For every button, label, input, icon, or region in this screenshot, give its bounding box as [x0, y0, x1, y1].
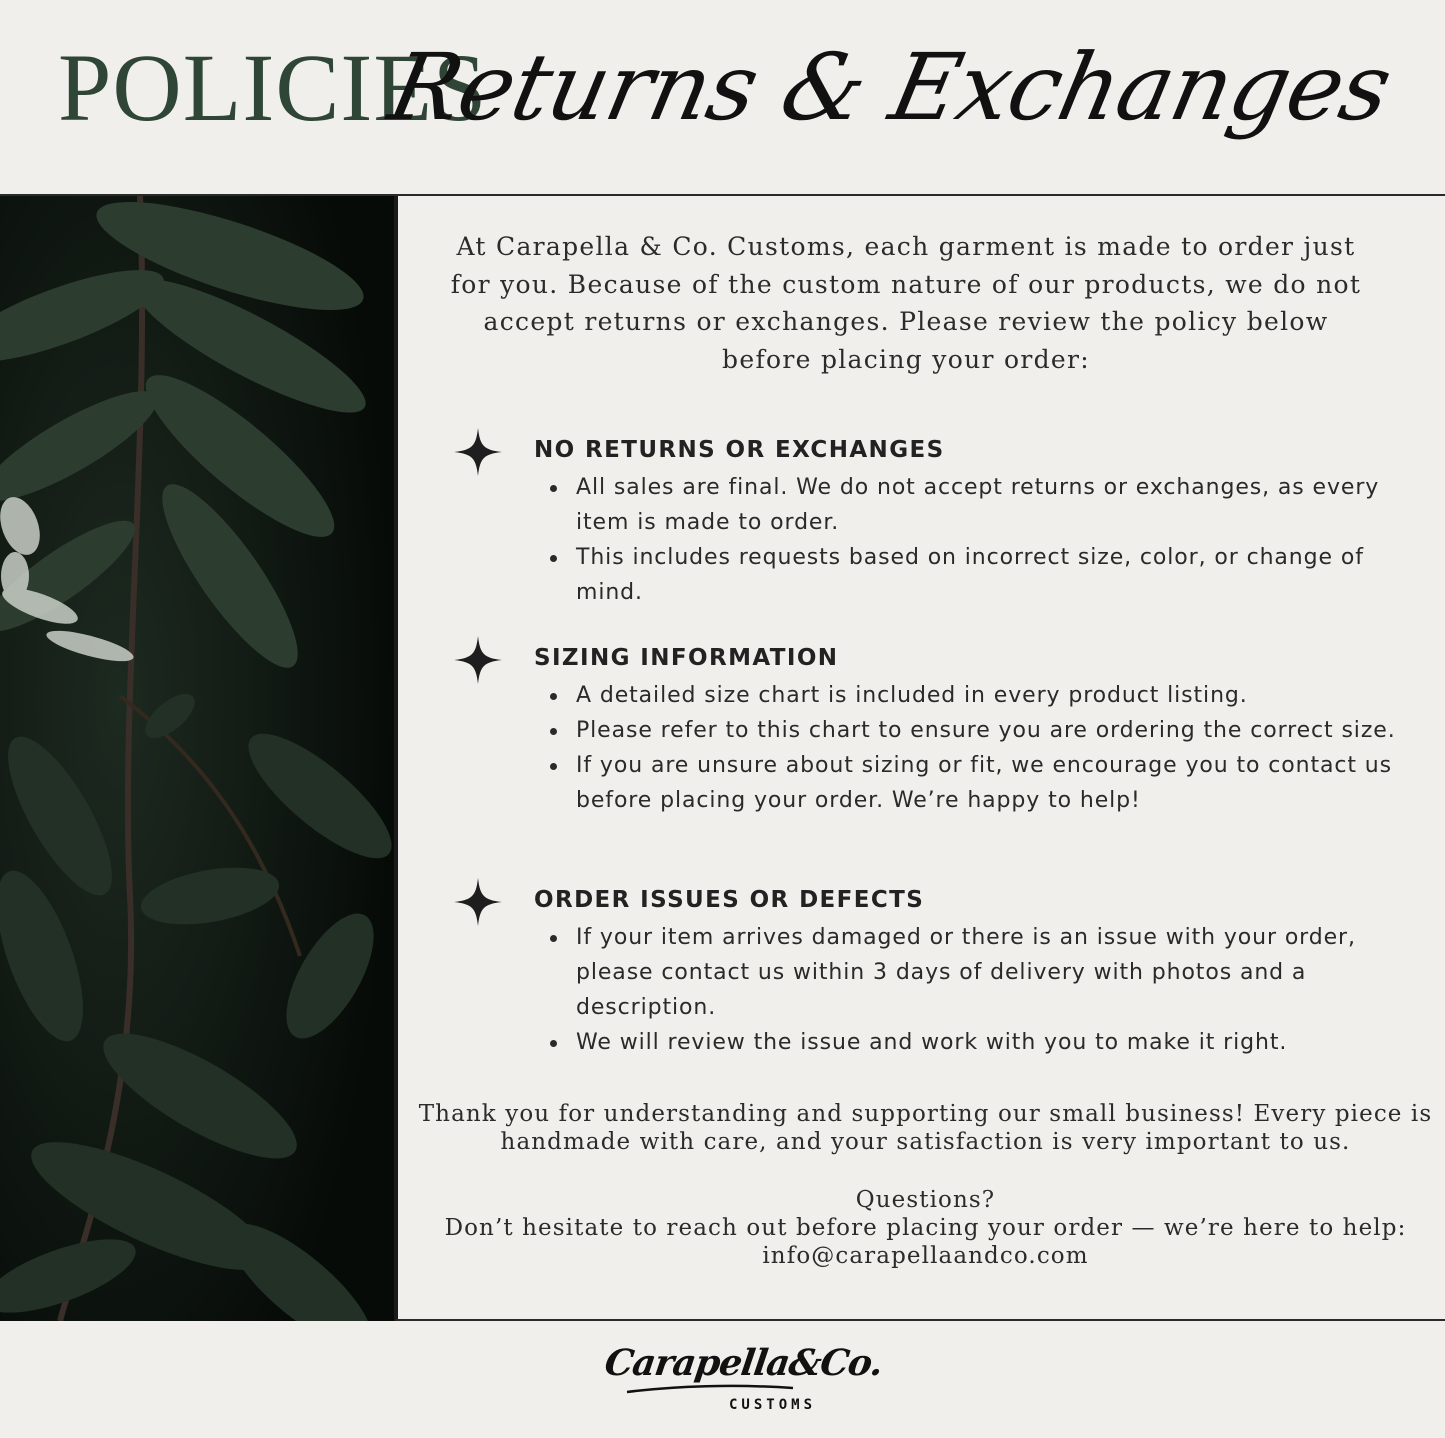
sparkle-icon [452, 634, 504, 686]
bullet-list [564, 470, 1404, 610]
closing-text: Thank you for understanding and supporting our small business! Every piece is handmade with care, and your satisfaction is very important to us. [418, 1101, 1433, 1155]
brand-logo [602, 1342, 886, 1422]
questions-heading: Questions? [855, 1187, 996, 1213]
section-title: SIZING INFORMATION [534, 645, 839, 671]
sparkle-icon [452, 426, 504, 478]
list-item: If your item arrives damaged or there is an issue with your order, please contact us within 3 days of delivery with photos and a description. [564, 920, 1404, 1025]
page-title: POLICIES [58, 34, 488, 141]
logo-subtext: CUSTOMS [729, 1397, 817, 1413]
logo-swoosh [625, 1382, 795, 1396]
leaf-illustration [0, 196, 394, 1321]
sparkle-icon [452, 876, 504, 928]
leaf-photo [0, 196, 394, 1321]
list-item: If you are unsure about sizing or fit, we encourage you to contact us before placing your order. We’re happy to help! [564, 748, 1404, 818]
bullet-list [564, 678, 1404, 818]
logo-script-text: Carapella&Co. [602, 1342, 886, 1384]
questions-line: Don’t hesitate to reach out before placing your order — we’re here to help: [444, 1215, 1407, 1241]
contact-email[interactable]: info@carapellaandco.com [762, 1243, 1089, 1269]
list-item: All sales are final. We do not accept returns or exchanges, as every item is made to order. [564, 470, 1404, 540]
list-item: We will review the issue and work with you to make it right. [564, 1025, 1404, 1060]
bullet-list [564, 920, 1404, 1060]
list-item: A detailed size chart is included in every product listing. [564, 678, 1404, 713]
page-subtitle-script: Returns & Exchanges [380, 34, 1400, 141]
section-title: NO RETURNS OR EXCHANGES [534, 437, 945, 463]
intro-text: At Carapella & Co. Customs, each garment is made to order just for you. Because of the custom nature of our products, we do not accept returns or exchanges. Please review the policy below before placing your order: [450, 232, 1362, 374]
questions-block [418, 1186, 1433, 1270]
header [0, 0, 1445, 195]
bottom-divider [396, 1319, 1445, 1321]
list-item: This includes requests based on incorrect size, color, or change of mind. [564, 540, 1404, 610]
list-item: Please refer to this chart to ensure you are ordering the correct size. [564, 713, 1404, 748]
policy-content [398, 196, 1445, 1319]
section-title: ORDER ISSUES OR DEFECTS [534, 887, 925, 913]
